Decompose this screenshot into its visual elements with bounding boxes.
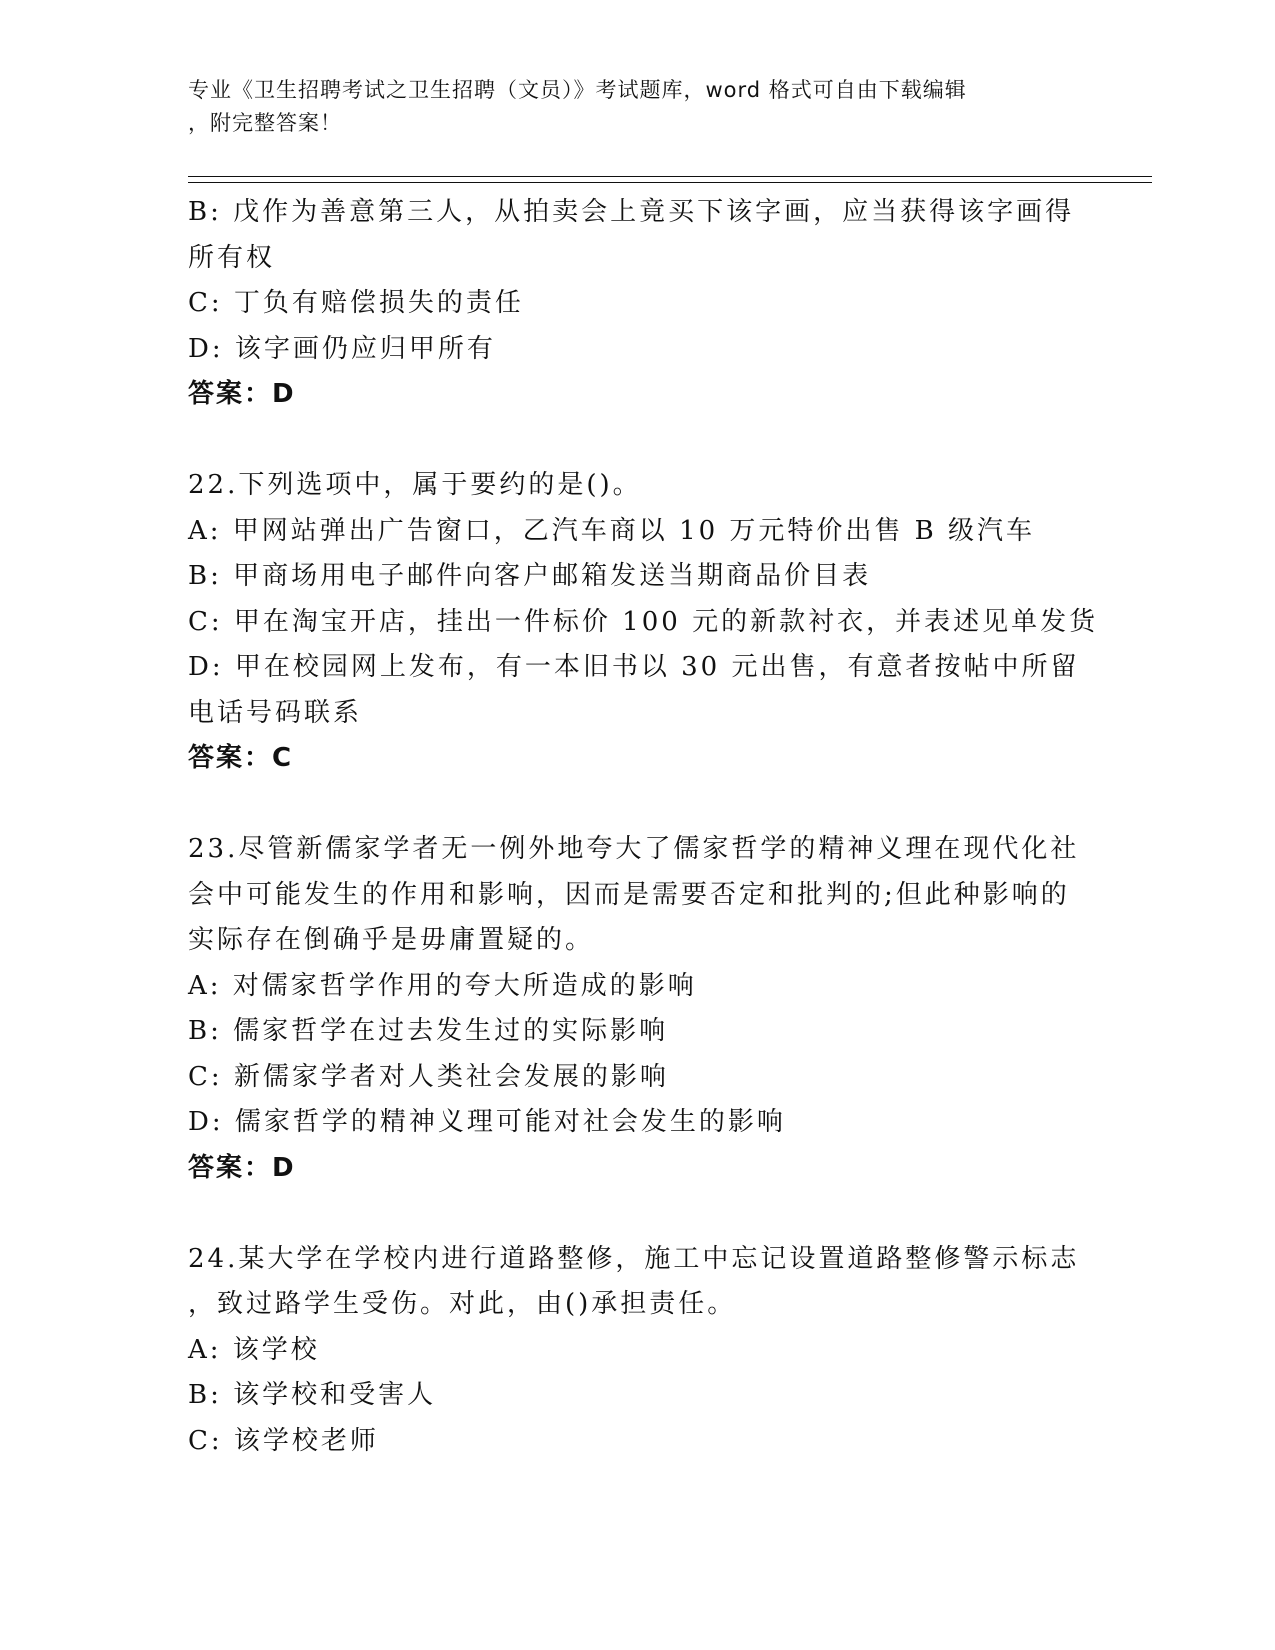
question-stem-line-2: 会中可能发生的作用和影响，因而是需要否定和批判的;但此种影响的 [188,879,1070,910]
prev-question [188,190,1088,418]
option-d: D: 儒家哲学的精神义理可能对社会发生的影响 [188,1107,786,1137]
option-a: A: 甲网站弹出广告窗口，乙汽车商以 10 万元特价出售 B 级汽车 [188,515,1036,546]
option-d-line-1: D: 甲在校园网上发布，有一本旧书以 30 元出售，有意者按帖中所留 [188,652,1080,682]
question-stem-line-3: 实际存在倒确乎是毋庸置疑的。 [188,925,595,955]
option-d: D: 该字画仍应归甲所有 [188,333,496,364]
answer: 答案：D [188,379,296,409]
document-header [188,74,1068,140]
question-stem-line-1: 24.某大学在学校内进行道路整修，施工中忘记设置道路整修警示标志 [188,1243,1080,1274]
option-a: A: 对儒家哲学作用的夸大所造成的影响 [188,970,697,1001]
option-b-line-2: 所有权 [188,242,276,273]
option-d-line-2: 电话号码联系 [188,697,363,728]
spacer [188,1191,1088,1237]
header-divider-bottom [188,182,1152,183]
spacer [188,418,1088,464]
option-c: C: 甲在淘宝开店，挂出一件标价 100 元的新款衬衣，并表述见单发货 [188,606,1099,637]
question-23 [188,827,1088,1191]
question-stem: 22.下列选项中，属于要约的是()。 [188,470,642,500]
option-b: B: 儒家哲学在过去发生过的实际影响 [188,1016,669,1046]
option-a: A: 该学校 [188,1334,320,1365]
option-c: C: 新儒家学者对人类社会发展的影响 [188,1061,669,1092]
question-stem-line-2: ，致过路学生受伤。对此，由()承担责任。 [188,1289,737,1319]
question-stem-line-1: 23.尽管新儒家学者无一例外地夸大了儒家哲学的精神义理在现代化社 [188,834,1080,864]
option-b: B: 该学校和受害人 [188,1380,437,1410]
header-divider-top [188,176,1152,177]
option-c: C: 丁负有赔偿损失的责任 [188,288,524,318]
question-22 [188,463,1099,782]
option-c: C: 该学校老师 [188,1425,379,1456]
spacer [188,782,1088,828]
question-24 [188,1237,1088,1465]
question-content [188,190,1099,1464]
header-title-line-1: 专业《卫生招聘考试之卫生招聘（文员）》考试题库，word 格式可自由下载编辑 [188,78,967,102]
answer: 答案：C [188,743,294,773]
option-b: B: 甲商场用电子邮件向客户邮箱发送当期商品价目表 [188,561,872,591]
option-b-line-1: B: 戊作为善意第三人，从拍卖会上竟买下该字画，应当获得该字画得 [188,197,1075,227]
answer: 答案：D [188,1152,296,1183]
header-title-line-2: ，附完整答案！ [188,111,342,135]
